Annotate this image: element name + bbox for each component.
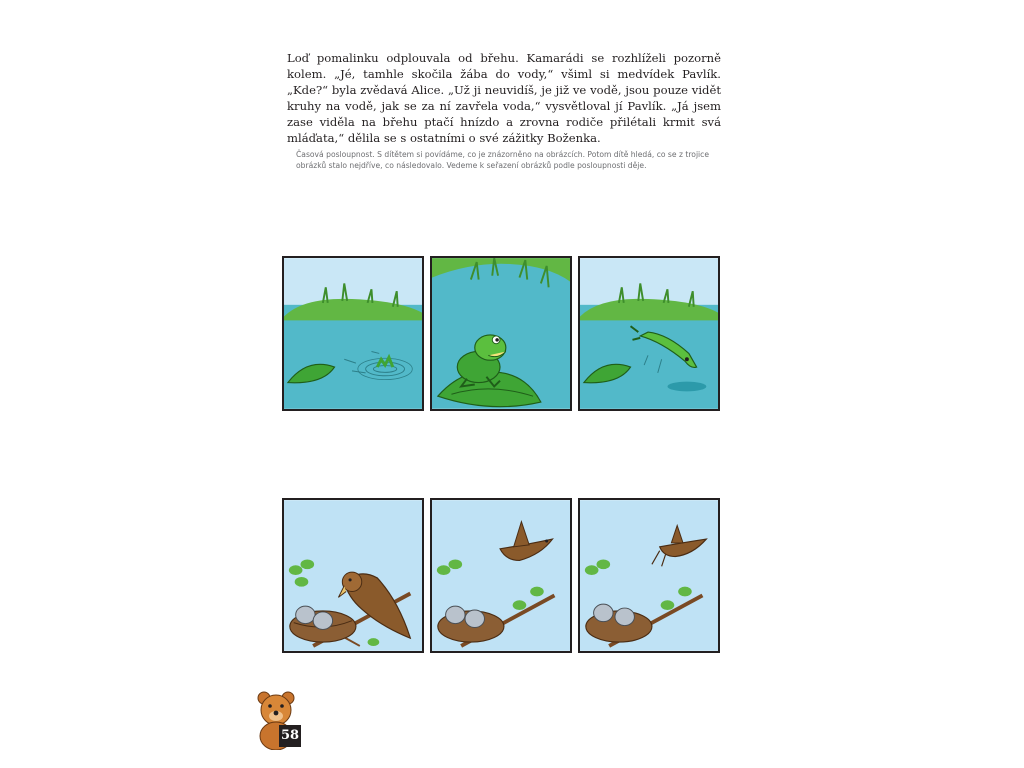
frog-panel-sitting [430, 256, 572, 411]
bird-feeding-illustration [284, 500, 422, 651]
bird-panel-flying [578, 498, 720, 653]
frog-sequence-row [282, 256, 720, 411]
frog-on-leaf-illustration [432, 258, 570, 409]
page-number: 58 [279, 725, 301, 747]
frog-panel-jumping [578, 256, 720, 411]
bird-flying-illustration [580, 500, 718, 651]
bird-panel-landing [430, 498, 572, 653]
bird-sequence-row [282, 498, 720, 653]
instruction-text: Časová posloupnost. S dítětem si povídáme, co je znázorněno na obrázcích. Potom dítě hledá, co se z trojice obrázků stalo nejdříve, co následovalo. Vedeme k seřazení obrázků podle posloupnosti děje. [296, 150, 710, 170]
story-paragraph: Loď pomalinku odplouvala od břehu. Kamarádi se rozhlíželi pozorně kolem. „Jé, tamhle skočila žába do vody,“ všiml si medvídek Pavlík. „Kde?“ byla zvědavá Alice. „Už ji neuvidíš, je již ve vodě, jsou pouze vidět kruhy na vodě, jak se za ní zavřela voda,“ vysvětloval jí Pavlík. „Já jsem zase viděla na břehu ptačí hnízdo a zrovna rodiče přilétali krmit svá mláďata,“ dělila se s ostatními o své zážitky Boženka. [287, 51, 721, 145]
frog-jumping-illustration [580, 258, 718, 409]
story-text [287, 50, 721, 146]
bird-panel-feeding [282, 498, 424, 653]
frog-panel-ripples [282, 256, 424, 411]
pond-ripples-illustration [284, 258, 422, 409]
bird-landing-illustration [432, 500, 570, 651]
